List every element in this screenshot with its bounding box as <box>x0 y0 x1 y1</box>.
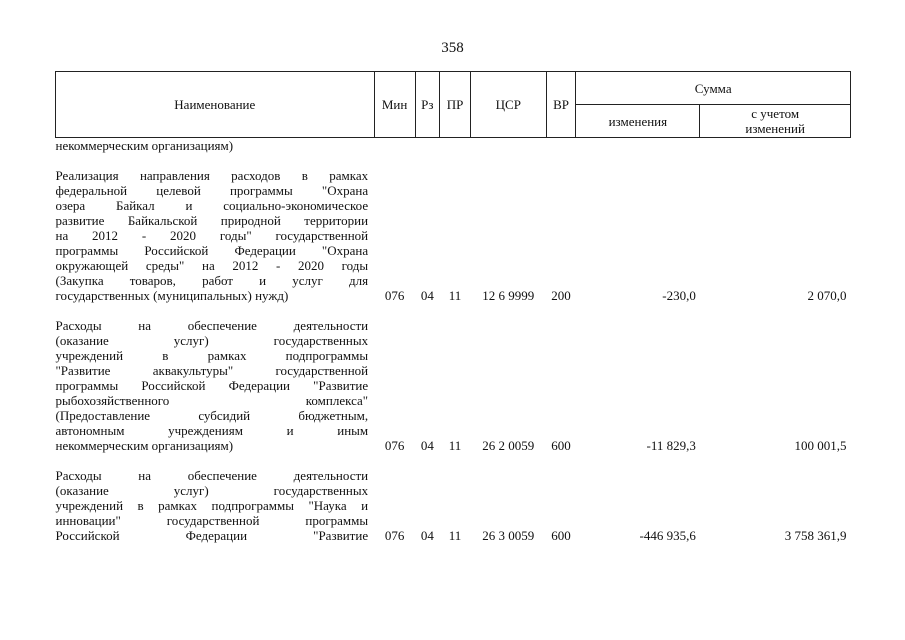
row-change: -446 935,6 <box>639 528 696 543</box>
table-row <box>56 318 851 453</box>
header-sum: Сумма <box>576 72 851 105</box>
budget-table <box>55 71 851 543</box>
row-name: Расходы на обеспечение деятельности (оказание услуг) государственных учреждений в рамках подпрограммы "Наука и инновации" государственной программы Российской Федерации "Развитие <box>55 468 369 543</box>
table-row <box>56 468 851 543</box>
row-name: Реализация направления расходов в рамках федеральной целевой программы "Охрана озера Байкал и социально-экономическое развитие Байкальской природной территории на 2012 - 2020 годы" государственной программы Российской Федерации "Охрана окружающей среды" на 2012 - 2020 годы (Закупка товаров, работ и услуг для государственных (муниципальных) нужд) <box>55 168 369 303</box>
row-csr: 26 2 0059 <box>482 438 535 453</box>
row-min: 076 <box>384 438 405 453</box>
row-min: 076 <box>384 288 405 303</box>
header-csr: ЦСР <box>470 72 546 138</box>
header-pr: ПР <box>440 72 471 138</box>
header-with-change-line2: изменений <box>745 121 805 136</box>
header-min: Мин <box>374 72 415 138</box>
header-change: изменения <box>576 105 700 138</box>
row-pr: 11 <box>448 438 462 453</box>
row-change: -230,0 <box>662 288 696 303</box>
row-pr: 11 <box>448 528 462 543</box>
row-with-change: 3 758 361,9 <box>784 528 847 543</box>
row-min: 076 <box>384 528 405 543</box>
row-rz: 04 <box>420 288 434 303</box>
row-rz: 04 <box>420 528 434 543</box>
continuation-text: некоммерческим организациям) <box>55 138 234 153</box>
row-vr: 600 <box>551 438 571 453</box>
row-rz: 04 <box>420 438 434 453</box>
row-name: Расходы на обеспечение деятельности (оказание услуг) государственных учреждений в рамках подпрограммы "Развитие аквакультуры" государственной программы Российской Федерации "Развитие рыбохозяйственного комплекса" (Предоставление субсидий бюджетным, автономным учреждениям и иным некоммерческим организациям) <box>55 318 369 453</box>
header-with-change-line1: с учетом <box>751 106 800 121</box>
row-vr: 600 <box>551 528 571 543</box>
header-vr: ВР <box>546 72 576 138</box>
row-with-change: 2 070,0 <box>807 288 847 303</box>
table-row <box>56 168 851 303</box>
row-with-change: 100 001,5 <box>794 438 847 453</box>
row-vr: 200 <box>551 288 571 303</box>
row-pr: 11 <box>448 288 462 303</box>
header-with-change <box>700 105 851 138</box>
row-csr: 12 6 9999 <box>482 288 535 303</box>
header-rz: Рз <box>415 72 440 138</box>
page-number: 358 <box>441 40 464 56</box>
row-csr: 26 3 0059 <box>482 528 535 543</box>
row-change: -11 829,3 <box>646 438 696 453</box>
header-name: Наименование <box>56 72 375 138</box>
